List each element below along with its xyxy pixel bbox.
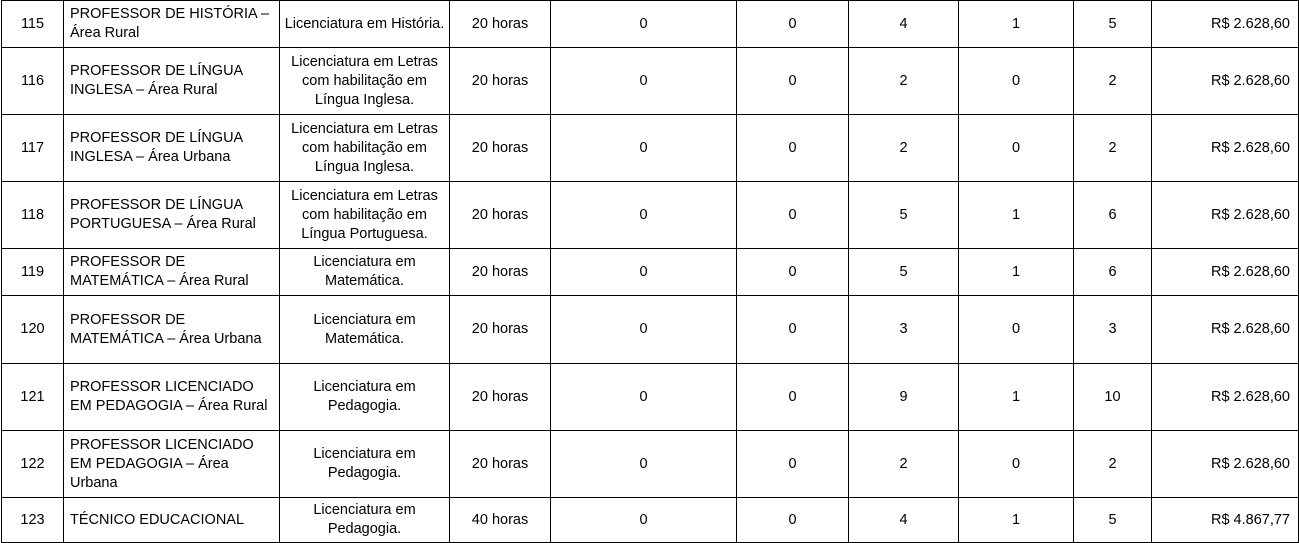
- cell-salario: R$ 2.628,60: [1152, 431, 1299, 498]
- cell-c2: 0: [737, 296, 849, 364]
- cell-c1: 0: [551, 498, 737, 543]
- cell-c1: 0: [551, 48, 737, 115]
- cell-cargo: PROFESSOR DE MATEMÁTICA – Área Rural: [64, 249, 280, 296]
- cell-c4: 1: [959, 364, 1074, 431]
- cell-salario: R$ 2.628,60: [1152, 364, 1299, 431]
- cell-c2: 0: [737, 249, 849, 296]
- cell-num: 116: [2, 48, 64, 115]
- cell-salario: R$ 2.628,60: [1152, 249, 1299, 296]
- cell-total: 2: [1074, 115, 1152, 182]
- cell-requisito: Licenciatura em Matemática.: [280, 249, 450, 296]
- cell-c3: 2: [849, 48, 959, 115]
- table-row: [2, 249, 1299, 296]
- cell-requisito: Licenciatura em Pedagogia.: [280, 364, 450, 431]
- table-row: [2, 182, 1299, 249]
- cell-carga: 20 horas: [450, 1, 551, 48]
- cell-cargo: PROFESSOR LICENCIADO EM PEDAGOGIA – Área Urbana: [64, 431, 280, 498]
- cell-requisito: Licenciatura em Letras com habilitação em Língua Portuguesa.: [280, 182, 450, 249]
- cell-carga: 40 horas: [450, 498, 551, 543]
- cell-requisito: Licenciatura em História.: [280, 1, 450, 48]
- cell-c1: 0: [551, 296, 737, 364]
- cell-c4: 0: [959, 115, 1074, 182]
- cell-total: 2: [1074, 48, 1152, 115]
- cell-carga: 20 horas: [450, 115, 551, 182]
- cell-total: 2: [1074, 431, 1152, 498]
- cell-c2: 0: [737, 182, 849, 249]
- cell-salario: R$ 2.628,60: [1152, 48, 1299, 115]
- table-row: [2, 1, 1299, 48]
- table-row: [2, 48, 1299, 115]
- cell-c3: 3: [849, 296, 959, 364]
- cell-cargo: PROFESSOR DE LÍNGUA INGLESA – Área Rural: [64, 48, 280, 115]
- cell-c4: 1: [959, 249, 1074, 296]
- cell-total: 10: [1074, 364, 1152, 431]
- cell-c1: 0: [551, 249, 737, 296]
- cell-c4: 1: [959, 182, 1074, 249]
- cell-cargo: TÉCNICO EDUCACIONAL: [64, 498, 280, 543]
- cell-total: 5: [1074, 1, 1152, 48]
- cell-num: 117: [2, 115, 64, 182]
- cell-c3: 2: [849, 431, 959, 498]
- cell-num: 120: [2, 296, 64, 364]
- cell-c4: 1: [959, 498, 1074, 543]
- cell-salario: R$ 2.628,60: [1152, 115, 1299, 182]
- cell-salario: R$ 2.628,60: [1152, 182, 1299, 249]
- cell-requisito: Licenciatura em Letras com habilitação em Língua Inglesa.: [280, 115, 450, 182]
- table-row: [2, 296, 1299, 364]
- cell-total: 6: [1074, 182, 1152, 249]
- cell-carga: 20 horas: [450, 431, 551, 498]
- cell-cargo: PROFESSOR DE HISTÓRIA – Área Rural: [64, 1, 280, 48]
- cell-requisito: Licenciatura em Pedagogia.: [280, 431, 450, 498]
- cell-cargo: PROFESSOR DE LÍNGUA PORTUGUESA – Área Rural: [64, 182, 280, 249]
- cell-requisito: Licenciatura em Matemática.: [280, 296, 450, 364]
- cell-carga: 20 horas: [450, 249, 551, 296]
- cell-c2: 0: [737, 498, 849, 543]
- cell-cargo: PROFESSOR DE MATEMÁTICA – Área Urbana: [64, 296, 280, 364]
- cell-c2: 0: [737, 1, 849, 48]
- cell-c4: 0: [959, 48, 1074, 115]
- cell-c1: 0: [551, 364, 737, 431]
- cell-carga: 20 horas: [450, 364, 551, 431]
- cell-c3: 4: [849, 498, 959, 543]
- vacancy-table: [1, 0, 1299, 543]
- cell-salario: R$ 4.867,77: [1152, 498, 1299, 543]
- cell-total: 6: [1074, 249, 1152, 296]
- cell-num: 122: [2, 431, 64, 498]
- cell-c2: 0: [737, 431, 849, 498]
- cell-c3: 5: [849, 249, 959, 296]
- cell-total: 3: [1074, 296, 1152, 364]
- table-row: [2, 431, 1299, 498]
- cell-salario: R$ 2.628,60: [1152, 296, 1299, 364]
- cell-total: 5: [1074, 498, 1152, 543]
- cell-c2: 0: [737, 364, 849, 431]
- cell-c1: 0: [551, 115, 737, 182]
- cell-c2: 0: [737, 115, 849, 182]
- cell-num: 115: [2, 1, 64, 48]
- table-row: [2, 498, 1299, 543]
- cell-c3: 5: [849, 182, 959, 249]
- cell-c4: 1: [959, 1, 1074, 48]
- cell-c1: 0: [551, 431, 737, 498]
- cell-cargo: PROFESSOR LICENCIADO EM PEDAGOGIA – Área Rural: [64, 364, 280, 431]
- cell-carga: 20 horas: [450, 48, 551, 115]
- table-row: [2, 364, 1299, 431]
- cell-carga: 20 horas: [450, 182, 551, 249]
- cell-c1: 0: [551, 182, 737, 249]
- cell-num: 119: [2, 249, 64, 296]
- cell-cargo: PROFESSOR DE LÍNGUA INGLESA – Área Urbana: [64, 115, 280, 182]
- cell-num: 121: [2, 364, 64, 431]
- cell-c4: 0: [959, 431, 1074, 498]
- cell-c1: 0: [551, 1, 737, 48]
- cell-requisito: Licenciatura em Pedagogia.: [280, 498, 450, 543]
- cell-c3: 9: [849, 364, 959, 431]
- cell-c2: 0: [737, 48, 849, 115]
- table-body: [2, 0, 1299, 543]
- cell-salario: R$ 2.628,60: [1152, 1, 1299, 48]
- cell-c3: 4: [849, 1, 959, 48]
- cell-c4: 0: [959, 296, 1074, 364]
- cell-carga: 20 horas: [450, 296, 551, 364]
- cell-num: 118: [2, 182, 64, 249]
- cell-c3: 2: [849, 115, 959, 182]
- cell-num: 123: [2, 498, 64, 543]
- table-row: [2, 115, 1299, 182]
- cell-requisito: Licenciatura em Letras com habilitação em Língua Inglesa.: [280, 48, 450, 115]
